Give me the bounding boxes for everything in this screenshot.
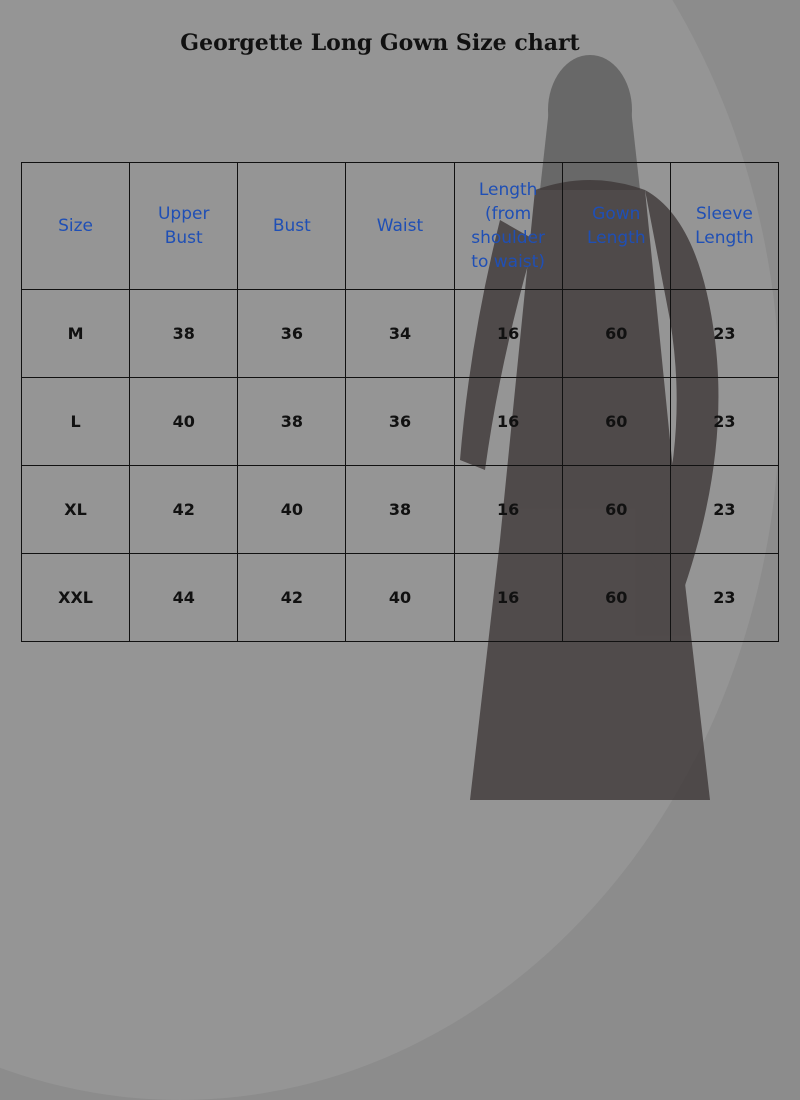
table-cell: 38 (346, 466, 454, 554)
column-header: Sleeve Length (670, 163, 778, 290)
table-cell: XL (22, 466, 130, 554)
table-header-row (22, 163, 779, 290)
table-cell: 34 (346, 290, 454, 378)
table-cell: 23 (670, 554, 778, 642)
table-cell: 16 (454, 554, 562, 642)
page-title: Georgette Long Gown Size chart (180, 30, 580, 56)
table-cell: 38 (238, 378, 346, 466)
table-cell: 16 (454, 290, 562, 378)
size-chart-table (21, 162, 779, 642)
table-cell: 40 (238, 466, 346, 554)
table-cell: 60 (562, 554, 670, 642)
table-cell: 23 (670, 378, 778, 466)
table-cell: 60 (562, 466, 670, 554)
table-cell: 60 (562, 290, 670, 378)
column-header: Upper Bust (130, 163, 238, 290)
column-header: Length (from shoulder to waist) (454, 163, 562, 290)
table-cell: 38 (130, 290, 238, 378)
table-row (22, 290, 779, 378)
table-cell: 40 (346, 554, 454, 642)
table-cell: 36 (238, 290, 346, 378)
table-cell: XXL (22, 554, 130, 642)
table-cell: 36 (346, 378, 454, 466)
table-cell: 23 (670, 466, 778, 554)
table-cell: 44 (130, 554, 238, 642)
column-header: Size (22, 163, 130, 290)
table-row (22, 378, 779, 466)
column-header: Gown Length (562, 163, 670, 290)
table-row (22, 466, 779, 554)
table-cell: 60 (562, 378, 670, 466)
table-cell: 16 (454, 466, 562, 554)
table-cell: 16 (454, 378, 562, 466)
table-row (22, 554, 779, 642)
table-cell: 40 (130, 378, 238, 466)
table-cell: M (22, 290, 130, 378)
column-header: Waist (346, 163, 454, 290)
column-header: Bust (238, 163, 346, 290)
table-cell: L (22, 378, 130, 466)
table-cell: 42 (130, 466, 238, 554)
table-cell: 23 (670, 290, 778, 378)
table-cell: 42 (238, 554, 346, 642)
